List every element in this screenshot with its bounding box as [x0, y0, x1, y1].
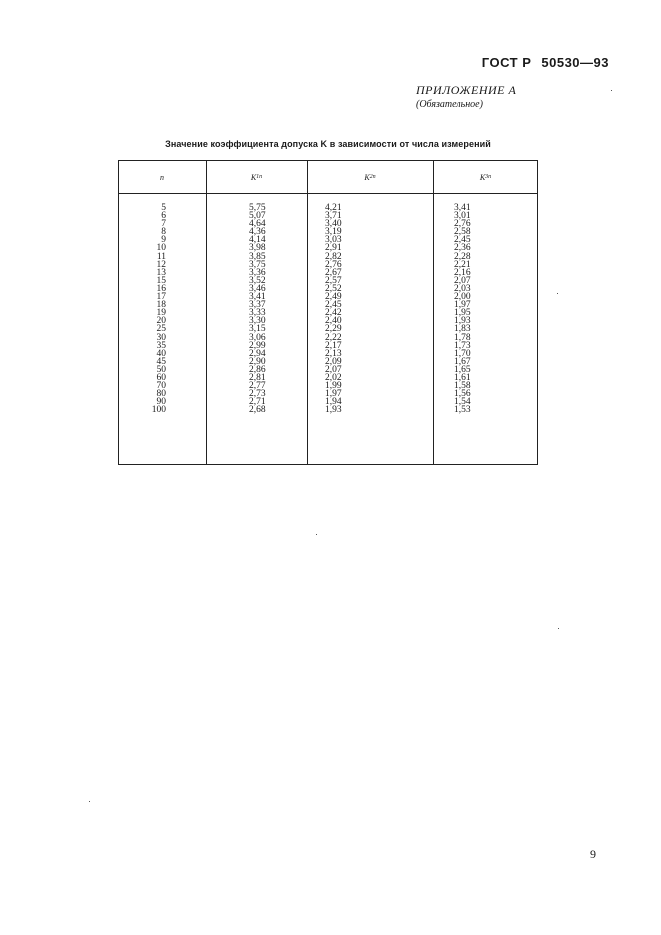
- table-cell: 3,46: [249, 283, 266, 294]
- table-cell: 2,76: [454, 219, 471, 230]
- table-cell: 3,33: [249, 308, 266, 319]
- table-cell: 1,54: [454, 397, 471, 408]
- table-cell: 2,71: [249, 397, 266, 408]
- table-cell: 1,93: [325, 405, 342, 416]
- table-cell: 3,37: [249, 300, 266, 311]
- table-cell: 3,19: [325, 227, 342, 238]
- table-cell: 15: [156, 275, 166, 286]
- table-cell: 45: [156, 356, 166, 367]
- appendix-note: (Обязательное): [416, 99, 483, 110]
- table-cell: 2,42: [325, 308, 342, 319]
- table-cell: 2,77: [249, 381, 266, 392]
- table-cell: 4,36: [249, 227, 266, 238]
- table-cell: 2,81: [249, 372, 266, 383]
- table-cell: 3,15: [249, 324, 266, 335]
- table-cell: 1,78: [454, 332, 471, 343]
- table-cell: 30: [156, 332, 166, 343]
- table-cell: 4,64: [249, 219, 266, 230]
- column-header-k2n: [307, 161, 433, 193]
- column-symbol: K: [250, 172, 257, 182]
- table-cell: 4,14: [249, 235, 266, 246]
- table-cell: 2,09: [325, 356, 342, 367]
- column-symbol: n: [160, 172, 164, 182]
- column-header-k3n: [433, 161, 538, 193]
- scan-speck: [89, 801, 90, 802]
- table-cell: 2,90: [249, 356, 266, 367]
- table-cell: 2,49: [325, 292, 342, 303]
- column-subscript: 3n: [485, 174, 492, 180]
- table-cell: 2,28: [454, 251, 471, 262]
- table-cell: 40: [156, 348, 166, 359]
- table-cell: 1,95: [454, 308, 471, 319]
- table-cell: 10: [156, 243, 166, 254]
- table-cell: 80: [156, 389, 166, 400]
- table-cell: 1,67: [454, 356, 471, 367]
- table-cell: 35: [156, 340, 166, 351]
- table-cell: 12: [156, 259, 166, 270]
- table-cell: 2,22: [325, 332, 342, 343]
- table-cell: 3,41: [249, 292, 266, 303]
- appendix-title: ПРИЛОЖЕНИЕ А: [416, 83, 517, 97]
- table-cell: 2,13: [325, 348, 342, 359]
- table-cell: 2,45: [325, 300, 342, 311]
- table-cell: 3,98: [249, 243, 266, 254]
- table-cell: 1,58: [454, 381, 471, 392]
- column-header-n: [118, 161, 206, 193]
- table-cell: 1,83: [454, 324, 471, 335]
- table-cell: 2,82: [325, 251, 342, 262]
- table-cell: 9: [161, 235, 166, 246]
- table-cell: 20: [156, 316, 166, 327]
- table-cell: 25: [156, 324, 166, 335]
- table-cell: 5,07: [249, 211, 266, 222]
- column-header-k1n: [206, 161, 307, 193]
- table-cell: 3,06: [249, 332, 266, 343]
- scan-speck: [558, 628, 559, 629]
- table-cell: 2,16: [454, 267, 471, 278]
- table-cell: 2,21: [454, 259, 471, 270]
- table-cell: 2,99: [249, 340, 266, 351]
- table-cell: 4,21: [325, 203, 342, 213]
- standard-label: ГОСТ Р: [481, 55, 532, 70]
- table-cell: 1,93: [454, 316, 471, 327]
- table-cell: 2,40: [325, 316, 342, 327]
- column-symbol: K: [479, 172, 486, 182]
- document-header: [482, 55, 609, 70]
- table-cell: 60: [156, 372, 166, 383]
- scan-speck: [557, 293, 558, 294]
- table-cell: 2,29: [325, 324, 342, 335]
- table-row: [118, 406, 538, 414]
- table-cell: 5,75: [249, 203, 266, 213]
- table-cell: 5: [161, 203, 166, 213]
- table-cell: 3,41: [454, 203, 471, 213]
- table-cell: 2,76: [325, 259, 342, 270]
- table-cell: 18: [156, 300, 166, 311]
- table-cell: 2,67: [325, 267, 342, 278]
- table-cell: 1,99: [325, 381, 342, 392]
- table-cell: 8: [161, 227, 166, 238]
- table-cell: 2,52: [325, 283, 342, 294]
- table-cell: 2,45: [454, 235, 471, 246]
- standard-number: 50530—93: [541, 55, 609, 70]
- table-cell: 2,07: [325, 364, 342, 375]
- table-cell: 2,36: [454, 243, 471, 254]
- table-cell: 2,58: [454, 227, 471, 238]
- column-subscript: 1n: [256, 174, 263, 180]
- table-cell: 70: [156, 381, 166, 392]
- table-cell: 50: [156, 364, 166, 375]
- table-cell: 2,91: [325, 243, 342, 254]
- table-cell: 16: [156, 283, 166, 294]
- table-cell: 3,75: [249, 259, 266, 270]
- table-cell: 1,97: [454, 300, 471, 311]
- table-header: [118, 161, 538, 193]
- table-caption: Значение коэффициента допуска K в зависимости от числа измерений: [165, 139, 491, 149]
- table-cell: 17: [156, 292, 166, 303]
- column-symbol: K: [364, 172, 370, 182]
- scan-speck: [316, 534, 317, 535]
- column-subscript: 2n: [369, 174, 376, 180]
- table-cell: 3,52: [249, 275, 266, 286]
- table-cell: 3,40: [325, 219, 342, 230]
- table-cell: 3,01: [454, 211, 471, 222]
- table-cell: 3,71: [325, 211, 342, 222]
- table-cell: 2,94: [249, 348, 266, 359]
- table-cell: 1,73: [454, 340, 471, 351]
- table-body: [118, 204, 538, 414]
- table-cell: 2,73: [249, 389, 266, 400]
- table-cell: 2,03: [454, 283, 471, 294]
- table-cell: 1,97: [325, 389, 342, 400]
- table-cell: 3,03: [325, 235, 342, 246]
- scan-speck: [611, 90, 612, 91]
- table-cell: 7: [161, 219, 166, 230]
- table-cell: 2,07: [454, 275, 471, 286]
- header-divider: [118, 193, 538, 194]
- table-cell: 1,65: [454, 364, 471, 375]
- table-cell: 2,02: [325, 372, 342, 383]
- table-cell: 13: [156, 267, 166, 278]
- table-cell: 19: [156, 308, 166, 319]
- table-cell: 2,57: [325, 275, 342, 286]
- table-cell: 3,85: [249, 251, 266, 262]
- tolerance-coefficient-table: [118, 160, 538, 465]
- table-cell: 2,00: [454, 292, 471, 303]
- table-cell: 6: [161, 211, 166, 222]
- table-cell: 2,68: [249, 405, 266, 416]
- page-number: 9: [590, 847, 596, 861]
- table-cell: 2,17: [325, 340, 342, 351]
- table-cell: 1,94: [325, 397, 342, 408]
- table-cell: 11: [156, 251, 166, 262]
- table-cell: 3,30: [249, 316, 266, 327]
- table-cell: 2,86: [249, 364, 266, 375]
- table-cell: 100: [151, 405, 166, 416]
- table-cell: 1,61: [454, 372, 471, 383]
- table-cell: 90: [156, 397, 166, 408]
- table-cell: 1,53: [454, 405, 471, 416]
- table-cell: 1,56: [454, 389, 471, 400]
- table-cell: 3,36: [249, 267, 266, 278]
- table-cell: 1,70: [454, 348, 471, 359]
